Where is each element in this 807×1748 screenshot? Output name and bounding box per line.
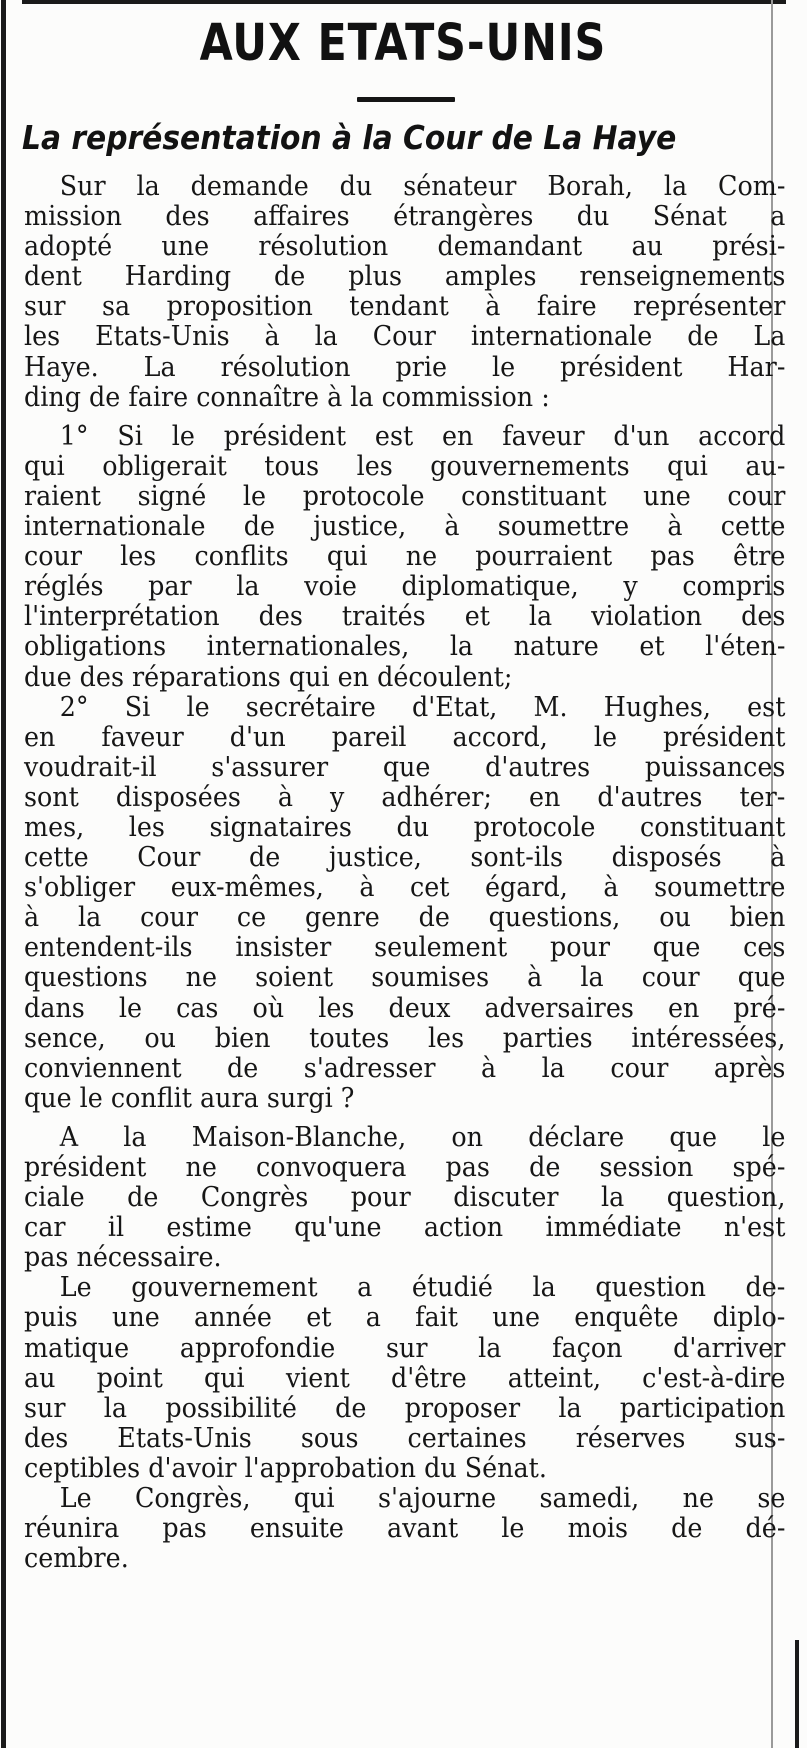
text-line: cette Cour de justice, sont-ils disposés à bbox=[24, 842, 786, 874]
subheadline: La représentation à la Cour de La Haye bbox=[22, 119, 677, 157]
column-border-right-bottom bbox=[795, 1640, 799, 1748]
text-line: A la Maison-Blanche, on déclare que le bbox=[59, 1121, 786, 1153]
text-line: conviennent de s'adresser à la cour après bbox=[24, 1052, 786, 1084]
text-line: mes, les signataires du protocole constituant bbox=[24, 811, 786, 843]
text-line: réglés par la voie diplomatique, y compris bbox=[24, 571, 786, 603]
text-line: entendent-ils insister seulement pour que ces bbox=[24, 932, 786, 964]
text-line: qui obligerait tous les gouvernements qui au- bbox=[24, 450, 786, 482]
text-line: cembre. bbox=[24, 1543, 129, 1575]
text-line: raient signé le protocole constituant une cour bbox=[24, 480, 786, 512]
text-line: dans le cas où les deux adversaires en pré- bbox=[24, 992, 786, 1024]
text-line: s'obliger eux-mêmes, à cet égard, à soumettre bbox=[24, 872, 786, 904]
text-line: ciale de Congrès pour discuter la question, bbox=[24, 1182, 786, 1214]
text-line: l'interprétation des traités et la violation des bbox=[24, 601, 786, 633]
text-line: président ne convoquera pas de session spé- bbox=[24, 1152, 786, 1183]
paragraph bbox=[24, 1484, 786, 1574]
text-line: à la cour ce genre de questions, ou bien bbox=[24, 902, 786, 934]
text-line: sence, ou bien toutes les parties intéressées, bbox=[24, 1022, 786, 1054]
text-line: puis une année et a fait une enquête diplo- bbox=[24, 1302, 786, 1334]
text-line: en faveur d'un pareil accord, le président bbox=[24, 721, 786, 753]
text-line: Le Congrès, qui s'ajourne samedi, ne se bbox=[59, 1483, 786, 1515]
text-line: sur la possibilité de proposer la participation bbox=[24, 1392, 786, 1424]
text-line: voudrait-il s'assurer que d'autres puissances bbox=[24, 751, 786, 783]
text-line: 1° Si le président est en faveur d'un accord bbox=[59, 420, 786, 452]
headline-divider-rule bbox=[357, 97, 455, 102]
paragraph bbox=[24, 693, 786, 1114]
text-line: internationale de justice, à soumettre à cette bbox=[24, 511, 786, 543]
text-line: questions ne soient soumises à la cour que bbox=[24, 962, 786, 994]
paragraph bbox=[24, 1273, 786, 1484]
text-line: que le conflit aura surgi ? bbox=[24, 1082, 355, 1114]
text-line: pas nécessaire. bbox=[24, 1242, 222, 1274]
column-border-left bbox=[1, 0, 6, 1748]
text-line: ding de faire connaître à la commission : bbox=[24, 381, 550, 413]
paragraph bbox=[24, 172, 786, 413]
text-line: sur sa proposition tendant à faire représenter bbox=[24, 291, 786, 323]
text-line: des Etats-Unis sous certaines réserves sus- bbox=[24, 1422, 786, 1454]
text-line: ceptibles d'avoir l'approbation du Sénat. bbox=[24, 1452, 547, 1484]
paragraph bbox=[24, 1123, 786, 1273]
text-line: réunira pas ensuite avant le mois de dé- bbox=[24, 1513, 786, 1545]
text-line: mission des affaires étrangères du Sénat a bbox=[24, 201, 786, 233]
column-border-top bbox=[22, 0, 786, 4]
text-line: dent Harding de plus amples renseignements bbox=[24, 261, 786, 293]
text-line: due des réparations qui en découlent; bbox=[24, 661, 513, 693]
text-line: adopté une résolution demandant au prési- bbox=[24, 231, 786, 263]
text-line: les Etats-Unis à la Cour internationale de La bbox=[24, 321, 786, 353]
text-line: Haye. La résolution prie le président Har- bbox=[24, 351, 786, 383]
text-line: au point qui vient d'être atteint, c'est-à-dire bbox=[24, 1362, 786, 1394]
headline: AUX ETATS-UNIS bbox=[199, 14, 607, 73]
text-line: sont disposées à y adhérer; en d'autres ter- bbox=[24, 781, 786, 813]
text-line: car il estime qu'une action immédiate n'est bbox=[24, 1212, 786, 1244]
text-line: obligations internationales, la nature et l'éten- bbox=[24, 631, 786, 663]
text-line: 2° Si le secrétaire d'Etat, M. Hughes, est bbox=[59, 691, 786, 723]
text-line: Le gouvernement a étudié la question de- bbox=[59, 1272, 786, 1304]
article-body bbox=[24, 172, 786, 1574]
paragraph bbox=[24, 422, 786, 693]
text-line: Sur la demande du sénateur Borah, la Com- bbox=[59, 171, 786, 202]
text-line: matique approfondie sur la façon d'arriver bbox=[24, 1332, 786, 1364]
text-line: cour les conflits qui ne pourraient pas être bbox=[24, 541, 786, 573]
